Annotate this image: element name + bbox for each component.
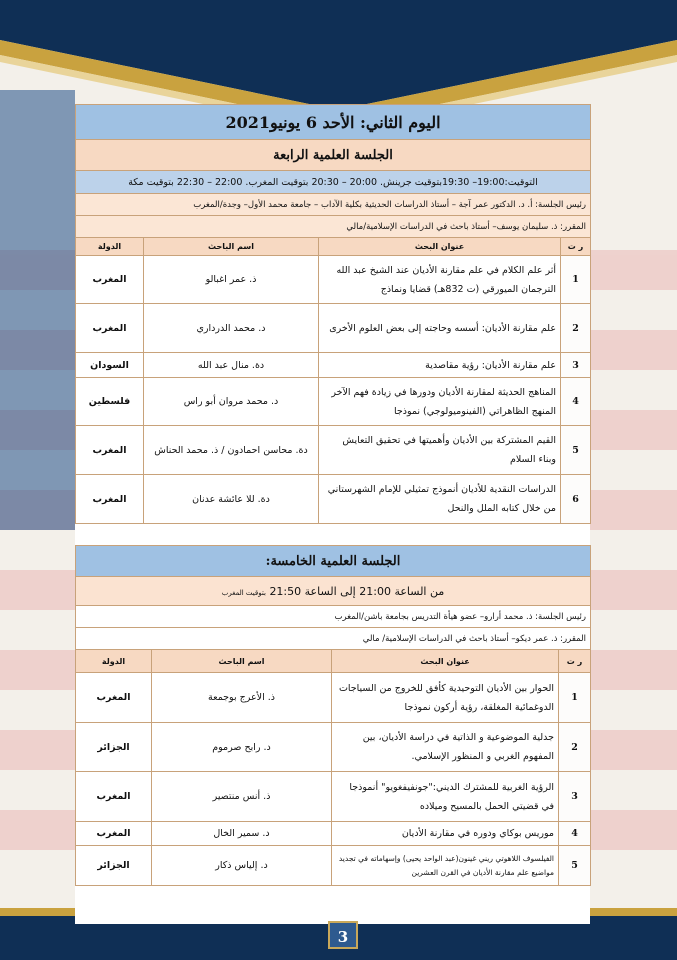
header-title: عنوان البحث xyxy=(332,650,559,673)
table-row xyxy=(76,304,591,353)
row-country: المغرب xyxy=(76,822,152,846)
table-row xyxy=(76,772,591,822)
row-title: علم مقارنة الأديان: أسسه وحاجته إلى بعض العلوم الأخرى xyxy=(319,304,561,353)
header-researcher: اسم الباحث xyxy=(152,650,332,673)
row-researcher: د. إلياس ذكار xyxy=(152,846,332,886)
row-country: المغرب xyxy=(76,772,152,822)
header-researcher: اسم الباحث xyxy=(144,238,319,256)
table-row xyxy=(76,353,591,378)
table-row xyxy=(76,475,591,524)
row-country: المغرب xyxy=(76,304,144,353)
header-num: ر ت xyxy=(561,238,591,256)
header-title: عنوان البحث xyxy=(319,238,561,256)
session5-timing-main: من الساعة 21:00 إلى الساعة 21:50 xyxy=(269,584,445,598)
session5-timing-note: بتوقيت المغرب xyxy=(221,588,266,597)
session5-timing xyxy=(76,577,591,606)
session4-rapporteur: المقرر: ذ. سليمان يوسف– أستاذ باحث في الدراسات الإسلامية/مالي xyxy=(76,216,591,238)
row-title: الحوار بين الأديان التوحيدية كأفق للخروج من السياجات الدوغمائية المغلقة، رؤية أركون نموذجا xyxy=(332,673,559,723)
row-researcher: دة. محاسن احمادون / ذ. محمد الحناش xyxy=(144,426,319,475)
row-country: السودان xyxy=(76,353,144,378)
row-country: الجزائر xyxy=(76,846,152,886)
row-researcher: ذ. أنس منتصير xyxy=(152,772,332,822)
table-row xyxy=(76,673,591,723)
row-title: القيم المشتركة بين الأديان وأهميتها في تحقيق التعايش وبناء السلام xyxy=(319,426,561,475)
row-num: 4 xyxy=(561,378,591,426)
row-num: 6 xyxy=(561,475,591,524)
session4-chair: رئيس الجلسة: أ. د. الدكتور عمر آجة – أستاذ الدراسات الحديثية بكلية الآداب – جامعة محمد الأول– وجدة/المغرب xyxy=(76,194,591,216)
session5-rapporteur: المقرر: ذ. عمر ديكو– أستاذ باحث في الدراسات الإسلامية/ مالي xyxy=(76,628,591,650)
session5-chair: رئيس الجلسة: ذ. محمد أرارو– عضو هيأة التدريس بجامعة باشن/المغرب xyxy=(76,606,591,628)
table-row xyxy=(76,256,591,304)
session5-title: الجلسة العلمية الخامسة: xyxy=(76,546,591,577)
row-num: 5 xyxy=(559,846,591,886)
row-researcher: د. محمد الدرداري xyxy=(144,304,319,353)
header-country: الدولة xyxy=(76,650,152,673)
row-num: 2 xyxy=(559,723,591,772)
row-title: الرؤية الغربية للمشترك الديني:"جونفيفغويو" أنموذجا في قضيتي الحمل بالمسيح وميلاده xyxy=(332,772,559,822)
row-title: جدلية الموضوعية و الذاتية في دراسة الأديان، بين المفهوم الغربي و المنظور الإسلامي. xyxy=(332,723,559,772)
row-researcher: دة. للا عائشة عدنان xyxy=(144,475,319,524)
row-researcher: د. رابح صرموم xyxy=(152,723,332,772)
row-title: علم مقارنة الأديان: رؤية مقاصدية xyxy=(319,353,561,378)
row-title: الفيلسوف اللاهوتي ريني غينون(عبد الواحد يحيى) وإسهاماته في تجديد مواضيع علم مقارنة الأديان في القرن العشرين xyxy=(332,846,559,886)
row-title: موريس بوكاي ودوره في مقارنة الأديان xyxy=(332,822,559,846)
row-title: الدراسات النقدية للأديان أنموذج تمثيلي للإمام الشهرستاني من خلال كتابه الملل والنحل xyxy=(319,475,561,524)
day-title: اليوم الثاني: الأحد 6 يونيو2021 xyxy=(76,105,591,140)
row-country: المغرب xyxy=(76,673,152,723)
row-researcher: دة. منال عبد الله xyxy=(144,353,319,378)
table-row xyxy=(76,378,591,426)
row-country: الجزائر xyxy=(76,723,152,772)
table-row xyxy=(76,426,591,475)
row-country: المغرب xyxy=(76,426,144,475)
row-num: 4 xyxy=(559,822,591,846)
session5-table xyxy=(75,545,591,886)
row-country: فلسطين xyxy=(76,378,144,426)
row-title: المناهج الحديثة لمقارنة الأديان ودورها في زيادة فهم الآخر المنهج الظاهراتي (الفينوميولوجي) نموذجا xyxy=(319,378,561,426)
table-row xyxy=(76,723,591,772)
row-researcher: د. سمير الخال xyxy=(152,822,332,846)
row-researcher: ذ. الأعرج بوجمعة xyxy=(152,673,332,723)
header-num: ر ت xyxy=(559,650,591,673)
row-num: 5 xyxy=(561,426,591,475)
row-country: المغرب xyxy=(76,475,144,524)
session4-table xyxy=(75,104,591,524)
row-num: 3 xyxy=(559,772,591,822)
row-num: 3 xyxy=(561,353,591,378)
session4-title: الجلسة العلمية الرابعة xyxy=(76,140,591,171)
table-row xyxy=(76,822,591,846)
header-country: الدولة xyxy=(76,238,144,256)
row-num: 1 xyxy=(559,673,591,723)
table-row xyxy=(76,846,591,886)
row-researcher: د. محمد مروان أبو راس xyxy=(144,378,319,426)
page-number: 3 xyxy=(328,921,358,949)
row-num: 1 xyxy=(561,256,591,304)
session4-timing: التوقيت:19:00– 19:30بتوقيت جرينش. 20:00 – 20:30 بتوقيت المغرب. 22:00 – 22:30 بتوقيت مكة xyxy=(76,171,591,194)
row-title: أثر علم الكلام في علم مقارنة الأديان عند الشيخ عبد الله الترجمان الميورقي (ت 832هـ) قضايا ونماذج xyxy=(319,256,561,304)
row-researcher: ذ. عمر اغبالو xyxy=(144,256,319,304)
row-num: 2 xyxy=(561,304,591,353)
row-country: المغرب xyxy=(76,256,144,304)
